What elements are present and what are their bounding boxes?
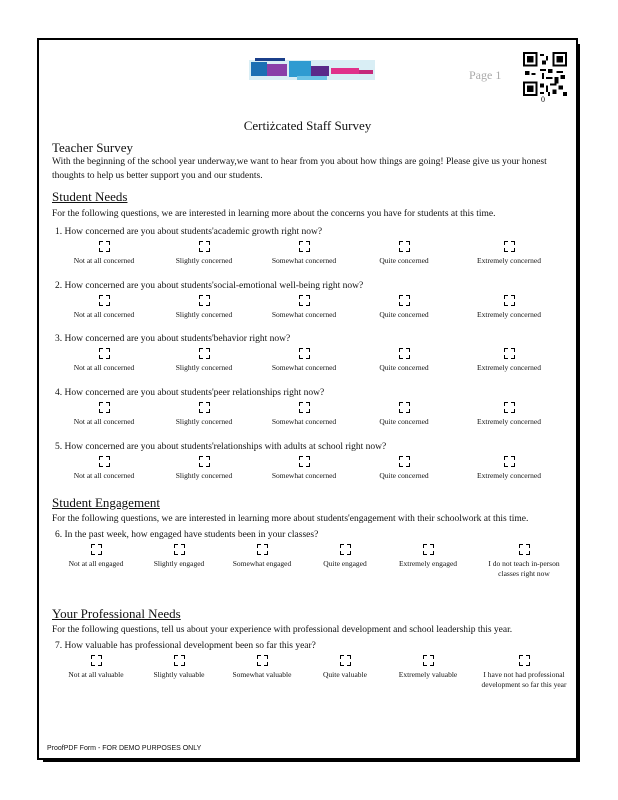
answer-option[interactable] bbox=[464, 402, 554, 427]
option-label: Quite concerned bbox=[379, 256, 429, 265]
radio-checkbox[interactable] bbox=[340, 655, 351, 666]
survey-title: Certiżcated Staff Survey bbox=[243, 118, 372, 133]
option-label: Somewhat valuable bbox=[232, 670, 292, 679]
answer-option[interactable] bbox=[217, 655, 307, 680]
option-label: Not at all concerned bbox=[73, 471, 135, 480]
question-text: 3. How concerned are you about students'behavior right now? bbox=[55, 334, 291, 344]
option-label: Extremely concerned bbox=[477, 471, 541, 480]
radio-checkbox[interactable] bbox=[504, 456, 515, 467]
answer-option[interactable] bbox=[383, 655, 473, 680]
answer-option[interactable] bbox=[159, 295, 249, 320]
radio-checkbox[interactable] bbox=[519, 655, 530, 666]
answer-option[interactable] bbox=[259, 402, 349, 427]
radio-checkbox[interactable] bbox=[504, 241, 515, 252]
option-label: Quite valuable bbox=[323, 670, 367, 679]
radio-checkbox[interactable] bbox=[340, 544, 351, 555]
radio-checkbox[interactable] bbox=[399, 241, 410, 252]
option-label: Not at all concerned bbox=[73, 363, 135, 372]
answer-option[interactable] bbox=[359, 241, 449, 266]
survey-page bbox=[37, 38, 578, 760]
radio-checkbox[interactable] bbox=[199, 241, 210, 252]
answer-option[interactable] bbox=[300, 655, 390, 680]
answer-option[interactable] bbox=[359, 402, 449, 427]
radio-checkbox[interactable] bbox=[423, 544, 434, 555]
answer-option[interactable] bbox=[159, 456, 249, 481]
answer-option[interactable] bbox=[359, 295, 449, 320]
option-label: Extremely concerned bbox=[477, 363, 541, 372]
answer-options bbox=[39, 241, 576, 271]
radio-checkbox[interactable] bbox=[519, 544, 530, 555]
answer-options bbox=[39, 655, 576, 689]
section-description: For the following questions, we are interested in learning more about the concerns you have for students at this time. bbox=[52, 209, 496, 219]
option-label: Somewhat concerned bbox=[271, 417, 337, 426]
radio-checkbox[interactable] bbox=[99, 295, 110, 306]
radio-checkbox[interactable] bbox=[399, 456, 410, 467]
school-logo bbox=[249, 56, 375, 84]
qr-code bbox=[523, 52, 567, 96]
qr-code-number: 0 bbox=[541, 95, 545, 104]
answer-option[interactable] bbox=[359, 348, 449, 373]
question-text: 4. How concerned are you about students'peer relationships right now? bbox=[55, 388, 325, 398]
option-label: Quite engaged bbox=[323, 559, 367, 568]
option-label: Not at all valuable bbox=[68, 670, 124, 679]
page-number: Page 1 bbox=[469, 68, 502, 82]
radio-checkbox[interactable] bbox=[174, 655, 185, 666]
section-heading: Your Professional Needs bbox=[52, 606, 181, 621]
radio-checkbox[interactable] bbox=[504, 348, 515, 359]
answer-option[interactable] bbox=[159, 402, 249, 427]
option-label: Quite concerned bbox=[379, 363, 429, 372]
footer-note: ProofPDF Form - FOR DEMO PURPOSES ONLY bbox=[47, 745, 202, 752]
answer-option[interactable] bbox=[464, 241, 554, 266]
answer-options bbox=[39, 544, 576, 578]
answer-option[interactable] bbox=[59, 348, 149, 373]
radio-checkbox[interactable] bbox=[199, 348, 210, 359]
answer-option[interactable] bbox=[259, 295, 349, 320]
question-text: 1. How concerned are you about students'academic growth right now? bbox=[55, 227, 323, 237]
question-text: 7. How valuable has professional development been so far this year? bbox=[55, 641, 316, 651]
section-heading: Student Engagement bbox=[52, 495, 160, 510]
question-text: 2. How concerned are you about students'social-emotional well-being right now? bbox=[55, 281, 364, 291]
section-heading: Student Needs bbox=[52, 189, 128, 204]
radio-checkbox[interactable] bbox=[99, 241, 110, 252]
option-label: Somewhat engaged bbox=[232, 559, 292, 568]
radio-checkbox[interactable] bbox=[199, 295, 210, 306]
option-label: Slightly concerned bbox=[175, 256, 233, 265]
answer-option[interactable] bbox=[159, 241, 249, 266]
option-label: Slightly valuable bbox=[153, 670, 205, 679]
radio-checkbox[interactable] bbox=[99, 456, 110, 467]
option-label: Extremely concerned bbox=[477, 417, 541, 426]
radio-checkbox[interactable] bbox=[99, 402, 110, 413]
radio-checkbox[interactable] bbox=[257, 655, 268, 666]
option-label: Extremely engaged bbox=[398, 559, 458, 568]
option-label: Somewhat concerned bbox=[271, 256, 337, 265]
radio-checkbox[interactable] bbox=[504, 402, 515, 413]
option-label: Slightly concerned bbox=[175, 310, 233, 319]
answer-option[interactable] bbox=[464, 295, 554, 320]
answer-option[interactable] bbox=[300, 544, 390, 569]
radio-checkbox[interactable] bbox=[504, 295, 515, 306]
question-text: 6. In the past week, how engaged have students been in your classes? bbox=[55, 530, 319, 540]
answer-option[interactable] bbox=[217, 544, 307, 569]
answer-options bbox=[39, 402, 576, 432]
radio-checkbox[interactable] bbox=[399, 295, 410, 306]
answer-option[interactable] bbox=[59, 295, 149, 320]
answer-option[interactable] bbox=[59, 456, 149, 481]
option-label: Not at all concerned bbox=[73, 310, 135, 319]
answer-option[interactable] bbox=[159, 348, 249, 373]
radio-checkbox[interactable] bbox=[299, 402, 310, 413]
intro-text: With the beginning of the school year underway,we want to hear from you about how things are going! Please give us your honest thoughts to help us better support you and our students. bbox=[52, 157, 547, 181]
option-label: I do not teach in-person classes right now bbox=[488, 559, 560, 578]
option-label: Quite concerned bbox=[379, 471, 429, 480]
section-description: For the following questions, we are interested in learning more about students'engagement with their schoolwork at this time. bbox=[52, 514, 529, 524]
answer-option[interactable] bbox=[259, 456, 349, 481]
option-label: Quite concerned bbox=[379, 417, 429, 426]
answer-options bbox=[39, 348, 576, 378]
radio-checkbox[interactable] bbox=[299, 295, 310, 306]
radio-checkbox[interactable] bbox=[174, 544, 185, 555]
answer-options bbox=[39, 295, 576, 325]
answer-option[interactable] bbox=[259, 348, 349, 373]
radio-checkbox[interactable] bbox=[299, 456, 310, 467]
answer-option[interactable] bbox=[134, 544, 224, 569]
option-label: Somewhat concerned bbox=[271, 471, 337, 480]
radio-checkbox[interactable] bbox=[199, 402, 210, 413]
answer-option[interactable] bbox=[464, 456, 554, 481]
intro-heading: Teacher Survey bbox=[52, 140, 134, 155]
answer-option[interactable] bbox=[479, 655, 569, 689]
option-label: Not at all concerned bbox=[73, 256, 135, 265]
option-label: Slightly concerned bbox=[175, 417, 233, 426]
radio-checkbox[interactable] bbox=[91, 655, 102, 666]
radio-checkbox[interactable] bbox=[257, 544, 268, 555]
option-label: Not at all engaged bbox=[68, 559, 124, 568]
option-label: Not at all concerned bbox=[73, 417, 135, 426]
option-label: Slightly engaged bbox=[153, 559, 205, 568]
option-label: Slightly concerned bbox=[175, 471, 233, 480]
option-label: Slightly concerned bbox=[175, 363, 233, 372]
option-label: Extremely concerned bbox=[477, 256, 541, 265]
radio-checkbox[interactable] bbox=[399, 402, 410, 413]
answer-option[interactable] bbox=[383, 544, 473, 569]
answer-option[interactable] bbox=[51, 655, 141, 680]
answer-option[interactable] bbox=[59, 241, 149, 266]
option-label: Extremely valuable bbox=[398, 670, 458, 679]
option-label: Somewhat concerned bbox=[271, 363, 337, 372]
section-description: For the following questions, tell us about your experience with professional development and school leadership this year. bbox=[52, 625, 513, 635]
answer-option[interactable] bbox=[59, 402, 149, 427]
answer-option[interactable] bbox=[479, 544, 569, 578]
radio-checkbox[interactable] bbox=[91, 544, 102, 555]
option-label: Extremely concerned bbox=[477, 310, 541, 319]
answer-options bbox=[39, 456, 576, 486]
option-label: I have not had professional development so far this year bbox=[481, 670, 567, 689]
question-text: 5. How concerned are you about students'relationships with adults at school right now? bbox=[55, 442, 387, 452]
answer-option[interactable] bbox=[359, 456, 449, 481]
option-label: Quite concerned bbox=[379, 310, 429, 319]
answer-option[interactable] bbox=[134, 655, 224, 680]
radio-checkbox[interactable] bbox=[199, 456, 210, 467]
radio-checkbox[interactable] bbox=[399, 348, 410, 359]
radio-checkbox[interactable] bbox=[299, 348, 310, 359]
radio-checkbox[interactable] bbox=[423, 655, 434, 666]
answer-option[interactable] bbox=[51, 544, 141, 569]
radio-checkbox[interactable] bbox=[99, 348, 110, 359]
option-label: Somewhat concerned bbox=[271, 310, 337, 319]
answer-option[interactable] bbox=[259, 241, 349, 266]
radio-checkbox[interactable] bbox=[299, 241, 310, 252]
answer-option[interactable] bbox=[464, 348, 554, 373]
